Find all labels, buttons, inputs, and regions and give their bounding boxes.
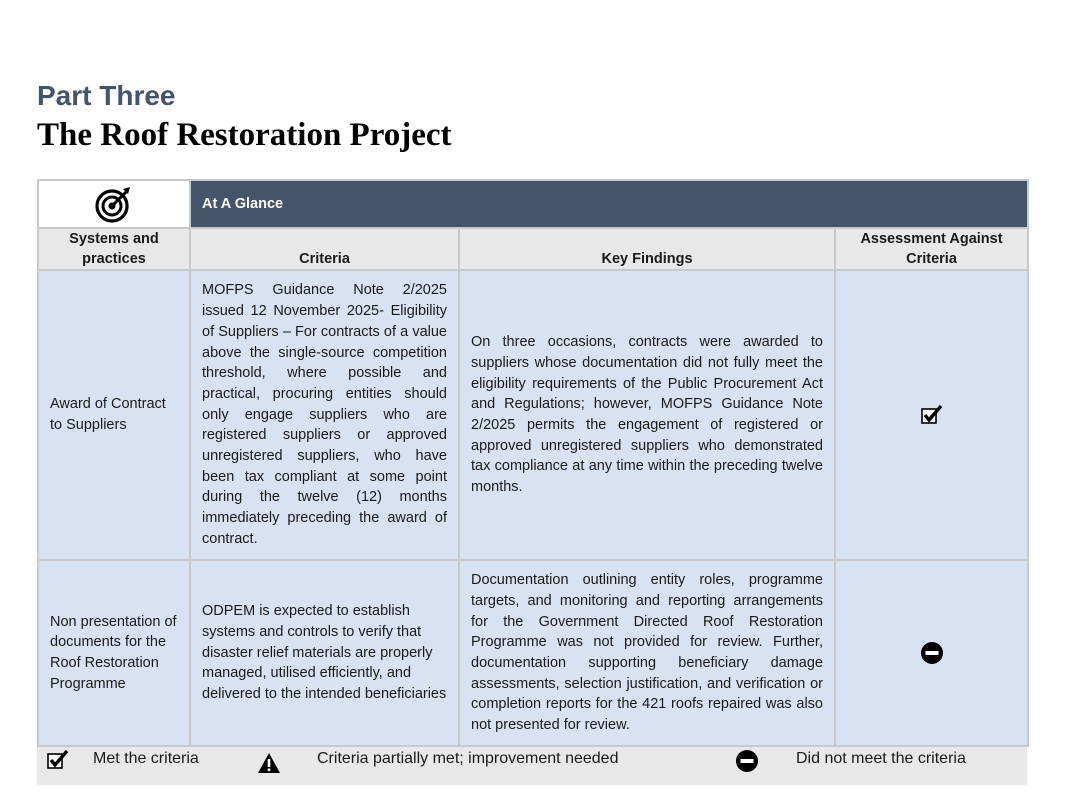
part-label: Part Three: [37, 80, 176, 111]
table-row: [38, 560, 1028, 746]
legend-met-label: Met the criteria: [93, 750, 199, 767]
legend-not-met-label: Did not meet the criteria: [796, 750, 966, 767]
minus-circle-icon: [920, 641, 944, 665]
checkbox-check-icon: [47, 750, 69, 770]
header-key-findings: Key Findings: [459, 228, 835, 270]
legend-partial-label: Criteria partially met; improvement needed: [317, 750, 619, 767]
target-icon: [94, 185, 134, 223]
criteria-cell: ODPEM is expected to establish systems and controls to verify that disaster relief materials are properly managed, utilised efficiently, and delivered to the intended beneficiaries: [190, 560, 459, 746]
criteria-cell: MOFPS Guidance Note 2/2025 issued 12 November 2025- Eligibility of Suppliers – For contracts of a value above the single-source competition threshold, where possible and practical, procuring entities should only engage suppliers who are registered suppliers or approved unregistered suppliers, who have been tax compliant at some point during the twelve (12) months immediately preceding the award of contract.: [190, 270, 459, 560]
table-row: [38, 270, 1028, 560]
system-cell: Award of Contract to Suppliers: [38, 270, 190, 560]
at-a-glance-table: [37, 179, 1029, 747]
header-criteria: Criteria: [190, 228, 459, 270]
header-assessment: Assessment Against Criteria: [835, 228, 1028, 270]
at-a-glance-band: At A Glance: [190, 180, 1028, 228]
findings-cell: On three occasions, contracts were awarded to suppliers whose documentation did not fully meet the eligibility requirements of the Public Procurement Act and Regulations; however, MOFPS Guidance Note 2/2025 permits the engagement of registered or approved unregistered suppliers who demonstrated tax compliance at any time within the preceding twelve months.: [459, 270, 835, 560]
minus-circle-icon: [735, 749, 759, 773]
header-systems: Systems and practices: [38, 228, 190, 270]
checkbox-check-icon: [921, 405, 943, 425]
legend: [37, 747, 1027, 785]
target-icon-cell: [38, 180, 190, 228]
assessment-cell: [835, 560, 1028, 746]
findings-cell: Documentation outlining entity roles, programme targets, and monitoring and reporting arrangements for the Government Directed Roof Restoration Programme was not provided for review. Further, documentation supporting beneficiary damage assessments, selection justification, and verification or completion reports for the 421 roofs repaired was also not presented for review.: [459, 560, 835, 746]
assessment-cell: [835, 270, 1028, 560]
page-title: The Roof Restoration Project: [37, 117, 452, 153]
system-cell: Non presentation of documents for the Roof Restoration Programme: [38, 560, 190, 746]
warning-triangle-icon: [257, 752, 281, 774]
